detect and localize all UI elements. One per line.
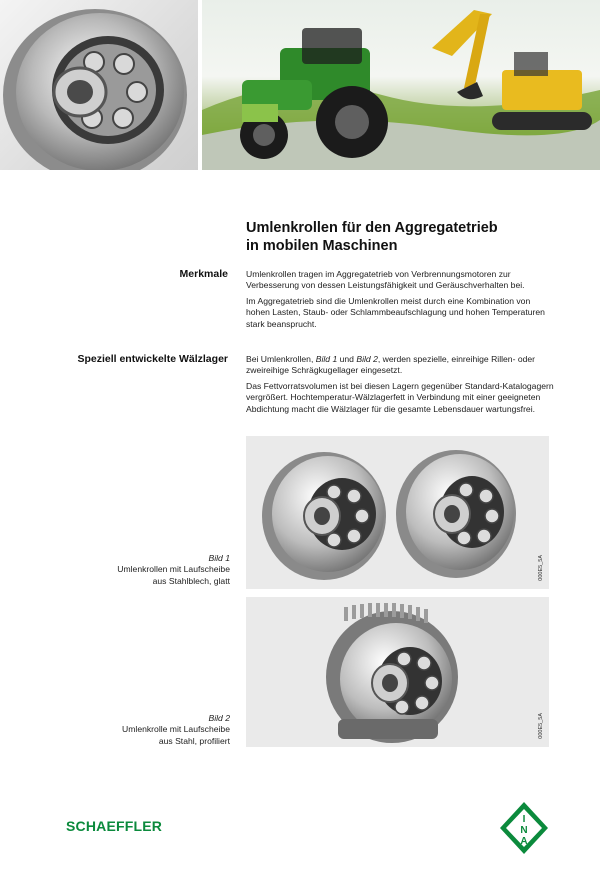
figure-reference: Bild 2	[356, 354, 378, 364]
header-pulley-image	[0, 0, 198, 170]
figure-2-image	[246, 597, 549, 747]
schaeffler-logo: SCHAEFFLER	[66, 818, 163, 834]
section-label-merkmale: Merkmale	[179, 268, 228, 280]
figure-number: Bild 2	[208, 713, 230, 723]
paragraph: Umlenkrollen tragen im Aggregatetrieb von Verbrennungsmotoren zur Verbesserung von dessen Leistungsfähigkeit und Geräuschverhalten bei.	[246, 269, 525, 291]
caption-line: aus Stahl, profiliert	[158, 735, 230, 746]
paragraph: Das Fettvorratsvolumen ist bei diesen Lagern gegenüber Standard-Katalogagern vergrößert. Hochtemperatur-Wälzlagerfett in Verbindung mit einer geeigneten Abdichtung macht die Wälzlager für die gesamte Lebensdauer wartungsfrei.	[246, 380, 554, 414]
caption-line: Umlenkrollen mit Laufscheibe	[117, 564, 230, 575]
caption-line: aus Stahlblech, glatt	[152, 575, 230, 586]
section-text-waelzlager	[246, 354, 556, 419]
figure-code: 000E5_5A	[538, 713, 544, 739]
ina-logo	[498, 800, 550, 856]
figure-1-image	[246, 436, 549, 589]
caption-line: Umlenkrolle mit Laufscheibe	[122, 724, 230, 735]
figure-1-caption	[50, 553, 230, 587]
page-title	[246, 219, 566, 255]
title-line-1: Umlenkrollen für den Aggregatetrieb	[246, 220, 498, 236]
figure-2-caption	[50, 713, 230, 747]
section-label-waelzlager: Speziell entwickelte Wälzlager	[77, 353, 228, 365]
figure-number: Bild 1	[208, 553, 230, 563]
title-line-2: in mobilen Maschinen	[246, 238, 398, 254]
figure-reference: Bild 1	[315, 354, 338, 364]
ina-letter: N	[520, 825, 528, 836]
header-machines-image	[202, 0, 600, 170]
paragraph: Bei Umlenkrollen, Bild 1 und Bild 2, werden spezielle, einreihige Rillen- oder zweireihige Schrägkugellager eingesetzt.	[246, 354, 536, 376]
ina-letter: A	[520, 836, 528, 847]
figure-code: 000E5_5A	[538, 555, 544, 581]
section-text-merkmale	[246, 269, 556, 334]
ina-letter: I	[522, 814, 526, 825]
paragraph: Im Aggregatetrieb sind die Umlenkrollen meist durch eine Kombination von hohen Lasten, Staub- oder Schlammbeaufschlagung und hohen Temperaturen stark beansprucht.	[246, 295, 545, 329]
